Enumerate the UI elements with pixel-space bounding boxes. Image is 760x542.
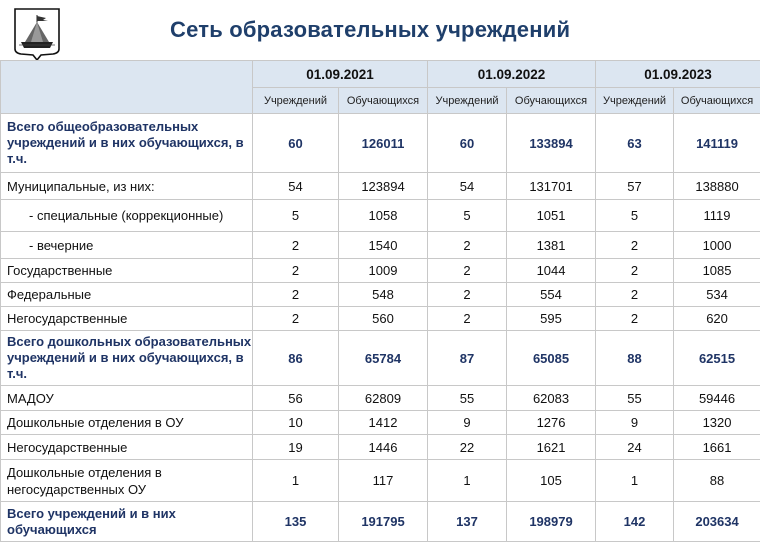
date-header-2021: 01.09.2021: [253, 61, 428, 88]
table-row: [1, 435, 760, 460]
row-label: - вечерние: [1, 232, 253, 259]
students-count-cell: 560: [339, 307, 428, 331]
institutions-count-cell: 2: [596, 283, 674, 307]
students-count-cell: 203634: [674, 502, 760, 542]
students-count-cell: 65784: [339, 331, 428, 386]
students-count-cell: 1119: [674, 200, 760, 232]
slide-header: [0, 0, 760, 60]
institutions-count-cell: 86: [253, 331, 339, 386]
row-label: Всего общеобразовательных учреждений и в них обучающихся, в т.ч.: [1, 114, 253, 173]
students-count-cell: 534: [674, 283, 760, 307]
students-count-cell: 620: [674, 307, 760, 331]
institutions-count-cell: 5: [596, 200, 674, 232]
students-count-cell: 62083: [507, 386, 596, 411]
total-row: [1, 114, 760, 173]
students-count-cell: 141119: [674, 114, 760, 173]
table-row: [1, 173, 760, 200]
institutions-count-cell: 2: [428, 283, 507, 307]
institutions-count-cell: 55: [428, 386, 507, 411]
institutions-count-cell: 2: [428, 259, 507, 283]
institutions-count-cell: 54: [253, 173, 339, 200]
students-count-cell: 65085: [507, 331, 596, 386]
institutions-count-cell: 2: [596, 307, 674, 331]
students-count-cell: 1621: [507, 435, 596, 460]
row-label: Всего учреждений и в них обучающихся: [1, 502, 253, 542]
students-count-cell: 126011: [339, 114, 428, 173]
students-count-cell: 105: [507, 460, 596, 502]
table-row: [1, 259, 760, 283]
institutions-count-cell: 60: [428, 114, 507, 173]
row-label: Негосударственные: [1, 307, 253, 331]
subheader-institutions: Учреждений: [253, 88, 339, 114]
institutions-count-cell: 2: [253, 283, 339, 307]
institutions-count-cell: 19: [253, 435, 339, 460]
students-count-cell: 1320: [674, 411, 760, 435]
students-count-cell: 198979: [507, 502, 596, 542]
students-count-cell: 1381: [507, 232, 596, 259]
subheader-students: Обучающихся: [507, 88, 596, 114]
table-row: [1, 460, 760, 502]
students-count-cell: 1540: [339, 232, 428, 259]
table-row: [1, 283, 760, 307]
institutions-count-cell: 2: [253, 259, 339, 283]
students-count-cell: 1446: [339, 435, 428, 460]
subheader-students: Обучающихся: [339, 88, 428, 114]
total-row: [1, 502, 760, 542]
institutions-count-cell: 2: [428, 307, 507, 331]
institutions-count-cell: 2: [253, 307, 339, 331]
students-count-cell: 1276: [507, 411, 596, 435]
institutions-count-cell: 57: [596, 173, 674, 200]
students-count-cell: 1044: [507, 259, 596, 283]
students-count-cell: 548: [339, 283, 428, 307]
institutions-count-cell: 2: [253, 232, 339, 259]
institutions-count-cell: 142: [596, 502, 674, 542]
institutions-count-cell: 56: [253, 386, 339, 411]
institutions-count-cell: 54: [428, 173, 507, 200]
row-label: МАДОУ: [1, 386, 253, 411]
students-count-cell: 62809: [339, 386, 428, 411]
row-label: Федеральные: [1, 283, 253, 307]
institutions-count-cell: 24: [596, 435, 674, 460]
students-count-cell: 59446: [674, 386, 760, 411]
students-count-cell: 1058: [339, 200, 428, 232]
institutions-count-cell: 135: [253, 502, 339, 542]
students-count-cell: 191795: [339, 502, 428, 542]
institutions-count-cell: 2: [596, 259, 674, 283]
total-row: [1, 331, 760, 386]
institutions-count-cell: 1: [428, 460, 507, 502]
subheader-institutions: Учреждений: [428, 88, 507, 114]
students-count-cell: 88: [674, 460, 760, 502]
students-count-cell: 117: [339, 460, 428, 502]
institutions-count-cell: 2: [428, 232, 507, 259]
students-count-cell: 131701: [507, 173, 596, 200]
institutions-count-cell: 2: [596, 232, 674, 259]
institutions-table: [0, 60, 760, 542]
table-row: [1, 200, 760, 232]
institutions-count-cell: 9: [596, 411, 674, 435]
institutions-count-cell: 55: [596, 386, 674, 411]
students-count-cell: 62515: [674, 331, 760, 386]
students-count-cell: 1085: [674, 259, 760, 283]
students-count-cell: 1051: [507, 200, 596, 232]
institutions-count-cell: 60: [253, 114, 339, 173]
students-count-cell: 133894: [507, 114, 596, 173]
institutions-count-cell: 22: [428, 435, 507, 460]
students-count-cell: 554: [507, 283, 596, 307]
institutions-count-cell: 1: [253, 460, 339, 502]
date-header-row: [1, 61, 760, 88]
table-row: [1, 307, 760, 331]
row-label: Муниципальные, из них:: [1, 173, 253, 200]
institutions-count-cell: 1: [596, 460, 674, 502]
institutions-count-cell: 63: [596, 114, 674, 173]
row-label: Государственные: [1, 259, 253, 283]
students-count-cell: 1412: [339, 411, 428, 435]
date-header-2022: 01.09.2022: [428, 61, 596, 88]
date-header-2023: 01.09.2023: [596, 61, 760, 88]
table-row: [1, 386, 760, 411]
subheader-institutions: Учреждений: [596, 88, 674, 114]
institutions-count-cell: 10: [253, 411, 339, 435]
ship-emblem-icon: [13, 7, 61, 62]
row-label: Дошкольные отделения в ОУ: [1, 411, 253, 435]
institutions-count-cell: 137: [428, 502, 507, 542]
row-label: Дошкольные отделения в негосударственных ОУ: [1, 460, 253, 502]
subheader-students: Обучающихся: [674, 88, 760, 114]
students-count-cell: 138880: [674, 173, 760, 200]
row-label: Всего дошкольных образовательных учреждений и в них обучающихся, в т.ч.: [1, 331, 253, 386]
students-count-cell: 1009: [339, 259, 428, 283]
institutions-count-cell: 5: [428, 200, 507, 232]
students-count-cell: 595: [507, 307, 596, 331]
institutions-count-cell: 9: [428, 411, 507, 435]
page-title: Сеть образовательных учреждений: [170, 17, 570, 43]
students-count-cell: 123894: [339, 173, 428, 200]
institutions-count-cell: 5: [253, 200, 339, 232]
row-label: Негосударственные: [1, 435, 253, 460]
table-row: [1, 411, 760, 435]
row-label: - специальные (коррекционные): [1, 200, 253, 232]
label-header-cell: [1, 61, 253, 114]
institutions-count-cell: 87: [428, 331, 507, 386]
students-count-cell: 1661: [674, 435, 760, 460]
table-row: [1, 232, 760, 259]
students-count-cell: 1000: [674, 232, 760, 259]
institutions-count-cell: 88: [596, 331, 674, 386]
